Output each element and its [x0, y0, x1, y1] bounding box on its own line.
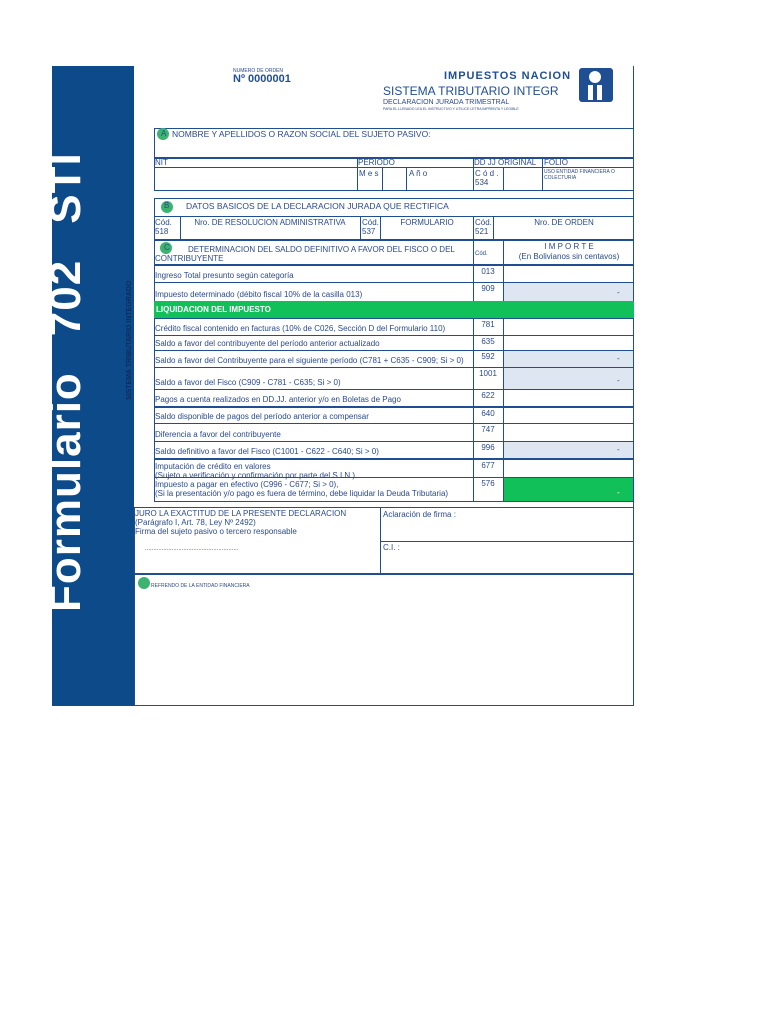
tax-row-amount: -	[617, 445, 620, 454]
cod-534-label: C ó d .	[475, 169, 499, 178]
order-number: Nº 0000001	[233, 73, 291, 85]
tax-row-amount-field[interactable]	[504, 319, 633, 335]
agency-name: IMPUESTOS NACION	[444, 70, 572, 82]
tax-row-label: Saldo definitivo a favor del Fisco (C1001 - C622 - C640; Si > 0)	[155, 447, 379, 456]
tax-row-label: Crédito fiscal contenido en facturas (10% de C026, Sección D del Formulario 110)	[155, 324, 446, 333]
liquidacion-label: LIQUIDACION DEL IMPUESTO	[156, 305, 271, 314]
cod-537-value: 537	[362, 227, 376, 236]
oath-reference: (Parágrafo I, Art. 78, Ley Nº 2492)	[135, 518, 256, 527]
tax-row-code: 592	[481, 352, 495, 361]
ddjj-original-field[interactable]	[504, 168, 541, 190]
tax-row-note: (Sujeto a verificación y confirmación por parte del S.I.N.)	[155, 471, 356, 480]
section-b-title: DATOS BASICOS DE LA DECLARACION JURADA QUE RECTIFICA	[186, 201, 449, 211]
tax-row-code: 013	[481, 267, 495, 276]
signature-caption: Firma del sujeto pasivo o tercero responsable	[135, 527, 297, 536]
tax-row-amount-field[interactable]	[504, 478, 633, 501]
entity-use-label: USO ENTIDAD FINANCIERA O COLECTURIA	[544, 169, 615, 181]
tax-row-label: Ingreso Total presunto según categoría	[155, 271, 294, 280]
importe-sub-label: (En Bolivianos sin centavos)	[518, 252, 620, 261]
form-number: 702	[41, 259, 90, 337]
tax-row-note: (Si la presentación y/o pago es fuera de término, debe liquidar la Deuda Tributaria)	[155, 489, 449, 498]
tax-row-amount: -	[617, 288, 620, 297]
signature-line[interactable]: ........................................................	[145, 546, 239, 552]
section-b-letter: B	[164, 201, 170, 210]
tax-row-code: 677	[481, 461, 495, 470]
tax-row-amount-field[interactable]	[504, 424, 633, 441]
tax-row-amount-field[interactable]	[504, 442, 633, 458]
resolution-label: Nro. DE RESOLUCION ADMINISTRATIVA	[194, 218, 346, 227]
tax-row-code: 622	[481, 391, 495, 400]
year-field[interactable]	[430, 168, 472, 190]
ddjj-original-label: DD JJ ORIGINAL	[474, 158, 537, 167]
tax-row-amount-field[interactable]	[504, 283, 633, 301]
section-c-letter: C	[164, 243, 170, 252]
tax-row-label: Impuesto determinado (débito fiscal 10% de la casilla 013)	[155, 290, 363, 299]
tax-row-amount-field[interactable]	[504, 408, 633, 423]
tax-row-label: Saldo a favor del Fisco (C909 - C781 - C635; Si > 0)	[155, 378, 341, 387]
cod-537-label: Cód.	[362, 218, 379, 227]
tax-row-code: 909	[481, 284, 495, 293]
tax-row-amount-field[interactable]	[504, 368, 633, 389]
tax-row-label: Impuesto a pagar en efectivo (C996 - C677; Si > 0),	[155, 480, 339, 489]
system-name: SISTEMA TRIBUTARIO INTEGR	[383, 84, 559, 98]
tax-row-amount-field[interactable]	[504, 266, 633, 282]
tax-row-amount: -	[617, 354, 620, 363]
month-label: M e s	[359, 169, 379, 178]
instructions-note: PARA EL LLENADO LEA EL INSTRUCTIVO Y UTILICE LETRA IMPRENTA Y LEGIBLE	[383, 107, 519, 111]
tax-row-label: Imputación de crédito en valores	[155, 462, 271, 471]
section-c-cod-label: Cód.	[475, 251, 488, 257]
cod-518-value: 518	[155, 227, 169, 236]
tax-row-label: Diferencia a favor del contribuyente	[155, 430, 281, 439]
form-title-word: Formulario	[41, 372, 90, 612]
tax-row-amount-field[interactable]	[504, 351, 633, 367]
refrendo-label: REFRENDO DE LA ENTIDAD FINANCIERA	[151, 583, 250, 589]
formulario-label: FORMULARIO	[400, 218, 454, 227]
cod-521-value: 521	[475, 227, 489, 236]
form-code: STI	[41, 152, 90, 224]
month-field[interactable]	[383, 168, 405, 190]
tax-row-code: 640	[481, 409, 495, 418]
tax-row-label: Pagos a cuenta realizados en DD.JJ. anterior y/o en Boletas de Pago	[155, 395, 401, 404]
refrendo-marker	[138, 577, 150, 589]
tax-row-label: Saldo a favor del contribuyente del período anterior actualizado	[155, 339, 380, 348]
section-a-letter: A	[161, 129, 167, 138]
tax-row-amount: -	[617, 488, 620, 497]
tax-row-amount-field[interactable]	[504, 460, 633, 477]
tax-row-code: 1001	[479, 369, 497, 378]
cod-521-label: Cód.	[475, 218, 492, 227]
refrendo-box	[134, 574, 634, 706]
form-title	[41, 116, 91, 612]
nit-field[interactable]	[155, 168, 356, 190]
sin-logo-icon	[579, 68, 613, 102]
tax-row-code: 747	[481, 425, 495, 434]
tax-row-amount-field[interactable]	[504, 336, 633, 350]
tax-row-label: Saldo disponible de pagos del período anterior a compensar	[155, 412, 369, 421]
section-a-title: NOMBRE Y APELLIDOS O RAZON SOCIAL DEL SUJETO PASIVO:	[172, 129, 431, 139]
period-label: PERIODO	[358, 158, 395, 167]
tax-row-amount-field[interactable]	[504, 390, 633, 406]
year-label: A ñ o	[409, 169, 428, 178]
tax-row-label: Saldo a favor del Contribuyente para el siguiente período (C781 + C635 - C909; Si > 0)	[155, 356, 464, 365]
tax-row-code: 635	[481, 337, 495, 346]
tax-row-amount: -	[617, 376, 620, 385]
aclaracion-label: Aclaración de firma :	[383, 510, 456, 519]
sidebar-subtitle: SISTEMA TRIBUTARIO INTEGRADO	[126, 280, 133, 400]
declaration-type: DECLARACION JURADA TRIMESTRAL	[383, 99, 510, 106]
order-number-label: Nro. DE ORDEN	[534, 218, 594, 227]
nit-label: NIT	[155, 158, 168, 167]
tax-row-code: 996	[481, 443, 495, 452]
tax-row-code: 781	[481, 320, 495, 329]
tax-row-code: 576	[481, 479, 495, 488]
oath-line: JURO LA EXACTITUD DE LA PRESENTE DECLARACION	[135, 509, 347, 518]
ci-label: C.I. :	[383, 543, 400, 552]
importe-label: I M P O R T E	[544, 242, 594, 251]
section-c-title: DETERMINACION DEL SALDO DEFINITIVO A FAVOR DEL FISCO O DEL CONTRIBUYENTE	[155, 245, 455, 263]
cod-534-value: 534	[475, 178, 489, 187]
cod-518-label: Cód.	[155, 218, 172, 227]
order-label: NUMERO DE ORDEN	[233, 68, 284, 74]
folio-label: FOLIO	[544, 158, 569, 167]
